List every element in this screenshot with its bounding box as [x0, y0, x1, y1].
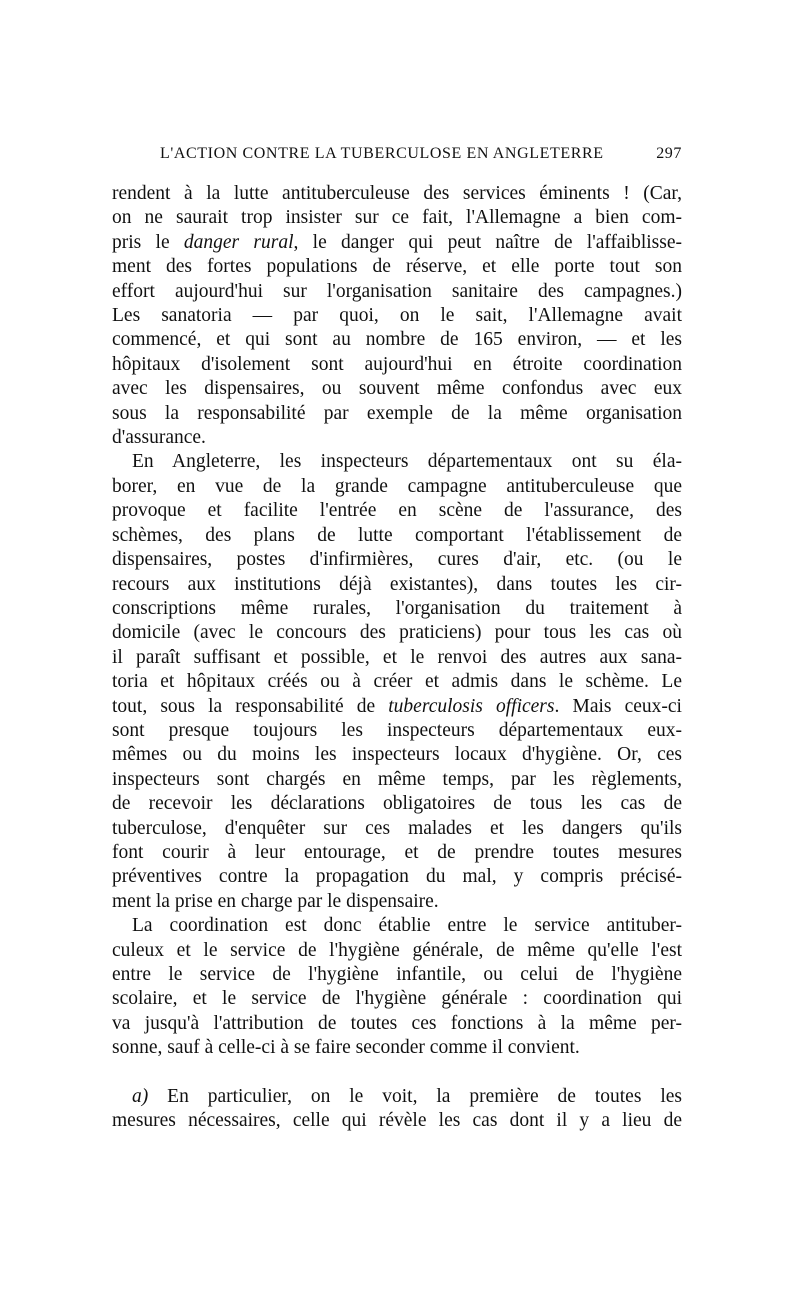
page-number: 297: [656, 145, 682, 162]
paragraph-1: [112, 182, 682, 450]
text-line: schèmes, des plans de lutte comportant l'établissement de: [112, 524, 682, 546]
text-line: dispensaires, postes d'infirmières, cures d'air, etc. (ou le: [112, 549, 682, 571]
text-line: mesures nécessaires, celle qui révèle les cas dont il y a lieu de: [112, 1110, 682, 1132]
text-line: En Angleterre, les inspecteurs départementaux ont su éla-: [132, 451, 682, 473]
text-line: culeux et le service de l'hygiène générale, de même qu'elle l'est: [112, 939, 682, 961]
text-line: on ne saurait trop insister sur ce fait, l'Allemagne a bien com-: [112, 207, 682, 229]
text-line: préventives contre la propagation du mal, y compris précisé-: [112, 866, 682, 888]
text-line: effort aujourd'hui sur l'organisation sanitaire des campagnes.): [112, 280, 682, 302]
text-line: il paraît suffisant et possible, et le renvoi des autres aux sana-: [112, 646, 682, 668]
text-line: recours aux institutions déjà existantes), dans toutes les cir-: [112, 573, 682, 595]
text-line: avec les dispensaires, ou souvent même confondus avec eux: [112, 378, 682, 400]
text-line-with-italic: pris le danger rural, le danger qui peut naître de l'affaiblisse-: [112, 231, 682, 253]
text-line: inspecteurs sont chargés en même temps, par les règlements,: [112, 768, 682, 790]
text-line: toria et hôpitaux créés ou à créer et admis dans le schème. Le: [112, 671, 682, 693]
text-line: ment des fortes populations de réserve, et elle porte tout son: [112, 256, 682, 278]
paragraph-4: [112, 1085, 682, 1134]
text-line: ment la prise en charge par le dispensaire.: [112, 890, 439, 912]
text-line: font courir à leur entourage, et de prendre toutes mesures: [112, 841, 682, 863]
text-line: hôpitaux d'isolement sont aujourd'hui en étroite coordination: [112, 353, 682, 375]
text-line: sous la responsabilité par exemple de la même organisation: [112, 402, 682, 424]
paragraph-3: [112, 914, 682, 1060]
text-line-with-label: a) En particulier, on le voit, la première de toutes les: [132, 1085, 682, 1107]
italic-phrase: tuberculosis officers: [388, 695, 555, 717]
body-text: [112, 182, 682, 1133]
text-line: d'assurance.: [112, 427, 206, 449]
text-line: commencé, et qui sont au nombre de 165 environ, — et les: [112, 329, 682, 351]
text-line: sonne, sauf à celle-ci à se faire seconder comme il convient.: [112, 1037, 580, 1059]
text-line: entre le service de l'hygiène infantile, ou celui de l'hygiène: [112, 964, 682, 985]
paragraph-2: [112, 450, 682, 914]
text-line: Les sanatoria — par quoi, on le sait, l'Allemagne avait: [112, 305, 682, 327]
text-line: provoque et facilite l'entrée en scène de l'assurance, des: [112, 500, 682, 522]
text-line: conscriptions même rurales, l'organisation du traitement à: [112, 597, 682, 619]
text-line: mêmes ou du moins les inspecteurs locaux d'hygiène. Or, ces: [112, 744, 682, 766]
text-line: va jusqu'à l'attribution de toutes ces fonctions à la même per-: [112, 1012, 682, 1034]
running-head: [112, 145, 682, 171]
text-line: La coordination est donc établie entre le service antituber-: [132, 915, 682, 937]
running-head-title: L'ACTION CONTRE LA TUBERCULOSE EN ANGLETERRE: [160, 145, 604, 162]
text-line-with-italic: tout, sous la responsabilité de tuberculosis officers. Mais ceux-ci: [112, 695, 682, 717]
text-line: sont presque toujours les inspecteurs départementaux eux-: [112, 719, 682, 741]
text-line: scolaire, et le service de l'hygiène générale : coordination qui: [112, 988, 682, 1010]
text-line: tuberculose, d'enquêter sur ces malades et les dangers qu'ils: [112, 817, 682, 839]
text-line: de recevoir les déclarations obligatoires de tous les cas de: [112, 793, 682, 815]
text-line: borer, en vue de la grande campagne antituberculeuse que: [112, 475, 682, 497]
text-line: rendent à la lutte antituberculeuse des services éminents ! (Car,: [112, 183, 682, 204]
italic-phrase: danger rural: [183, 231, 294, 253]
text-line: domicile (avec le concours des praticiens) pour tous les cas où: [112, 622, 682, 644]
list-label: a): [132, 1085, 149, 1107]
